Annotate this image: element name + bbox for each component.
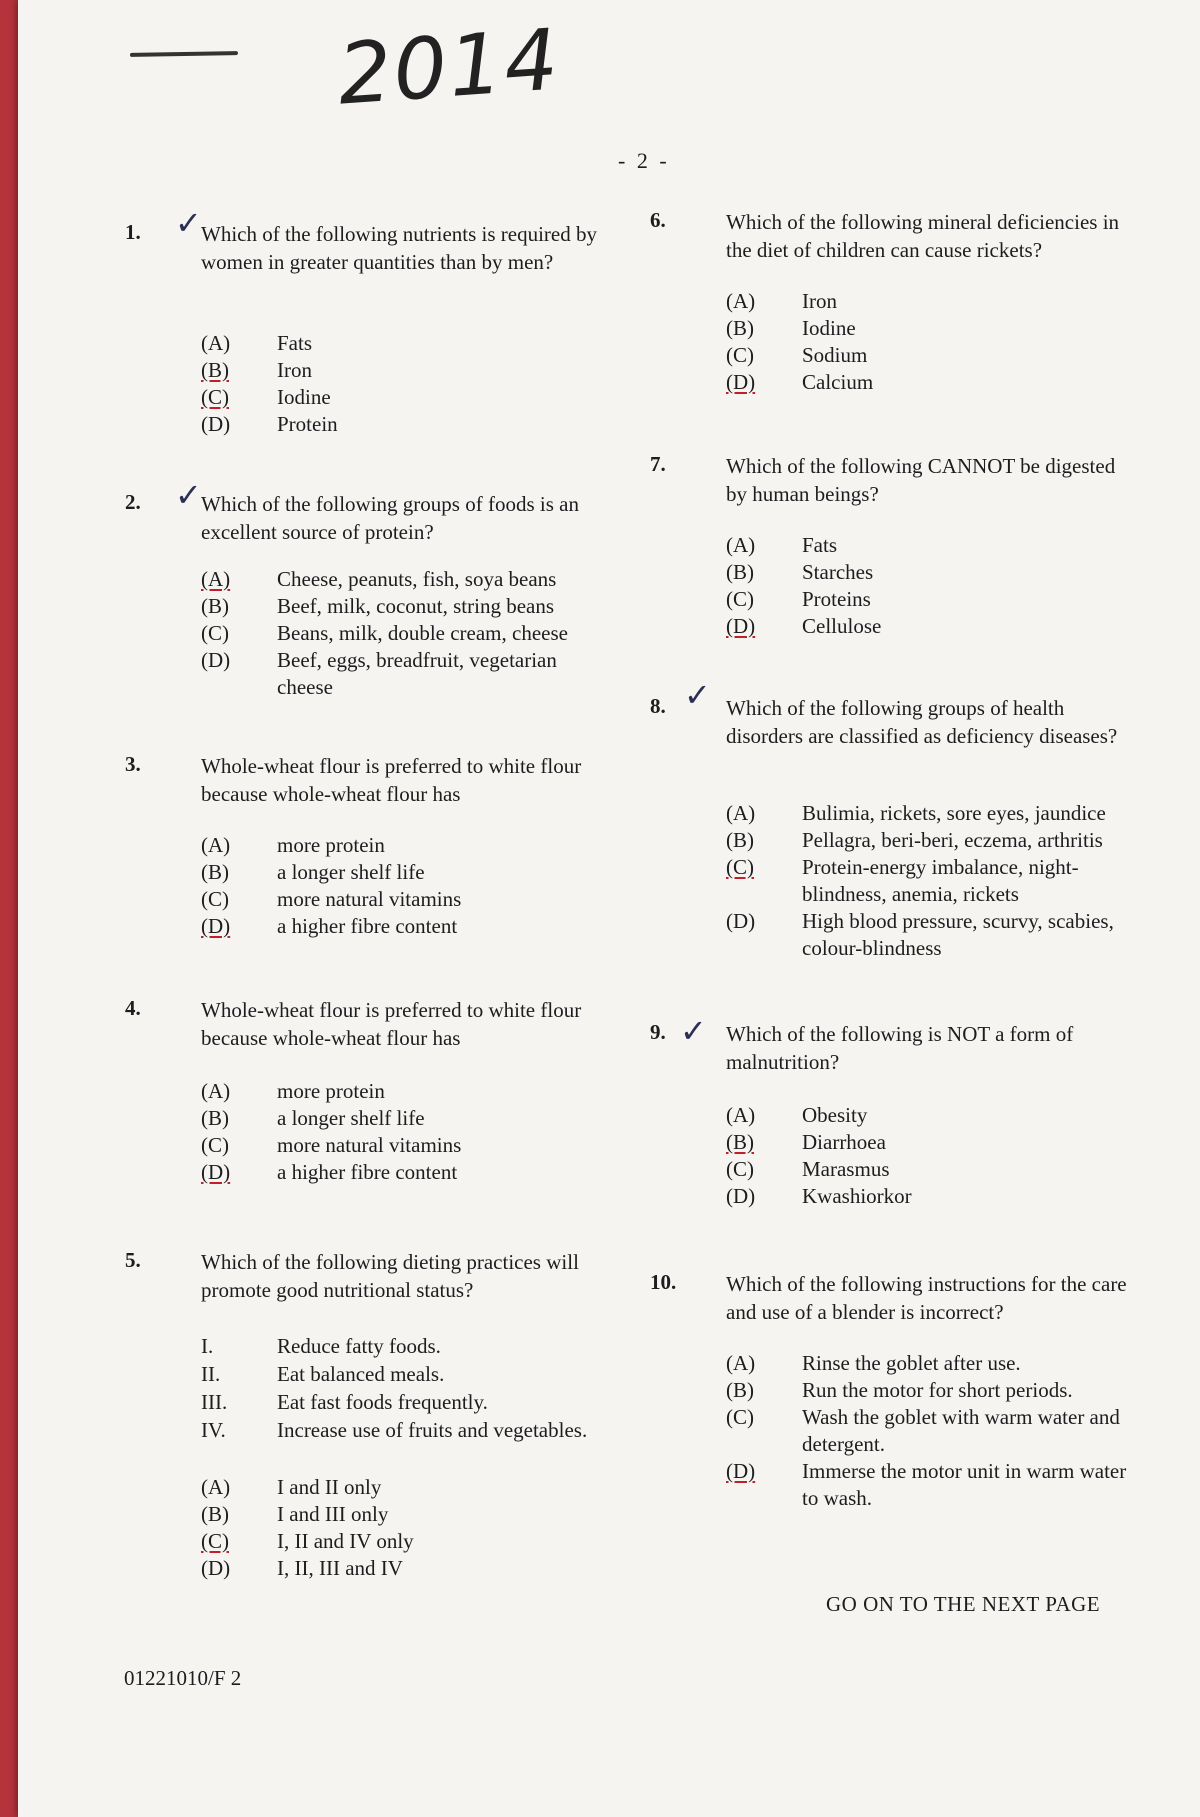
option-b: (B) Beef, milk, coconut, string beans: [201, 594, 555, 618]
statement-iv: IV. Increase use of fruits and vegetables.: [201, 1418, 588, 1442]
option-d: (D) a higher fibre content: [201, 1160, 458, 1184]
option-b: (B) Starches: [726, 560, 874, 584]
option-c: (C) Sodium: [726, 343, 868, 367]
question-number: 3.: [125, 752, 141, 776]
option-c: (C) Protein-energy imbalance, night-blindness, anemia, rickets: [726, 855, 1079, 906]
option-list: [726, 1350, 1136, 1512]
option-b: (B) Iodine: [726, 316, 856, 340]
question-number: 4.: [125, 996, 141, 1020]
option-c: (C) Iodine: [201, 385, 331, 409]
option-c: (C) Marasmus: [726, 1157, 890, 1181]
question-text: Which of the following mineral deficiencies in the diet of children can cause rickets?: [726, 210, 1120, 262]
option-d: (D) Cellulose: [726, 614, 882, 638]
option-a: (A) Fats: [201, 331, 313, 355]
option-a: (A) Cheese, peanuts, fish, soya beans: [201, 567, 557, 591]
question-number: 8.: [650, 694, 666, 718]
exam-page: [18, 0, 1200, 1817]
option-list: [201, 566, 611, 701]
statement-i: I. Reduce fatty foods.: [201, 1334, 441, 1358]
option-c: (C) Wash the goblet with warm water and detergent.: [726, 1405, 1120, 1456]
option-a: (A) Fats: [726, 533, 838, 557]
option-d: (D) Beef, eggs, breadfruit, vegetarian cheese: [201, 648, 557, 699]
option-list: [726, 288, 1136, 396]
option-d: (D) I, II, III and IV: [201, 1556, 403, 1580]
question-text: Which of the following groups of health disorders are classified as deficiency diseases?: [726, 696, 1118, 748]
option-c: (C) more natural vitamins: [201, 887, 462, 911]
handwritten-year: 2014: [334, 10, 563, 124]
pen-stroke-mark: [130, 51, 238, 57]
page-number: - 2 -: [618, 148, 670, 173]
option-b: (B) a longer shelf life: [201, 1106, 425, 1130]
option-list: [201, 330, 611, 438]
option-d: (D) Immerse the motor unit in warm water to wash.: [726, 1459, 1127, 1510]
question-number: 10.: [650, 1270, 677, 1294]
option-a: (A) more protein: [201, 833, 385, 857]
question-text: Which of the following CANNOT be digested by human beings?: [726, 454, 1116, 506]
next-page-notice: GO ON TO THE NEXT PAGE: [826, 1592, 1101, 1616]
paper-code: 01221010/F 2: [124, 1666, 242, 1690]
checkmark-icon: ✓: [680, 1012, 707, 1050]
option-b: (B) Run the motor for short periods.: [726, 1378, 1073, 1402]
option-c: (C) Proteins: [726, 587, 871, 611]
question-number: 1.: [125, 220, 141, 244]
question-number: 5.: [125, 1248, 141, 1272]
option-list: [726, 1102, 1136, 1210]
question-text: Which of the following groups of foods is an excellent source of protein?: [201, 492, 579, 544]
option-d: (D) Protein: [201, 412, 338, 436]
question-number: 7.: [650, 452, 666, 476]
option-list: [201, 1078, 611, 1186]
option-d: (D) Kwashiorkor: [726, 1184, 912, 1208]
option-a: (A) Rinse the goblet after use.: [726, 1351, 1021, 1375]
option-b: (B) Iron: [201, 358, 312, 382]
option-list: [726, 532, 1136, 640]
question-number: 2.: [125, 490, 141, 514]
question-text: Whole-wheat flour is preferred to white flour because whole-wheat flour has: [201, 998, 582, 1050]
option-list: [726, 800, 1136, 962]
option-c: (C) Beans, milk, double cream, cheese: [201, 621, 568, 645]
option-b: (B) Pellagra, beri-beri, eczema, arthritis: [726, 828, 1103, 852]
statement-iii: III. Eat fast foods frequently.: [201, 1390, 488, 1414]
question-text: Which of the following instructions for the care and use of a blender is incorrect?: [726, 1272, 1127, 1324]
option-a: (A) more protein: [201, 1079, 385, 1103]
question-text: Which of the following dieting practices will promote good nutritional status?: [201, 1250, 579, 1302]
question-number: 9.: [650, 1020, 666, 1044]
checkmark-icon: ✓: [175, 476, 202, 514]
option-b: (B) a longer shelf life: [201, 860, 425, 884]
option-b: (B) I and III only: [201, 1502, 389, 1526]
question-number: 6.: [650, 208, 666, 232]
option-c: (C) I, II and IV only: [201, 1529, 414, 1553]
option-a: (A) Obesity: [726, 1103, 868, 1127]
option-list: [201, 832, 611, 940]
option-d: (D) High blood pressure, scurvy, scabies, colour-blindness: [726, 909, 1114, 960]
checkmark-icon: ✓: [175, 204, 202, 242]
statement-ii: II. Eat balanced meals.: [201, 1362, 445, 1386]
option-b: (B) Diarrhoea: [726, 1130, 886, 1154]
option-a: (A) Bulimia, rickets, sore eyes, jaundice: [726, 801, 1106, 825]
option-d: (D) Calcium: [726, 370, 874, 394]
question-text: Whole-wheat flour is preferred to white flour because whole-wheat flour has: [201, 754, 582, 806]
statement-list: [201, 1332, 621, 1444]
option-d: (D) a higher fibre content: [201, 914, 458, 938]
question-text: Which of the following is NOT a form of malnutrition?: [726, 1022, 1074, 1074]
option-a: (A) I and II only: [201, 1475, 382, 1499]
option-a: (A) Iron: [726, 289, 837, 313]
option-list: [201, 1474, 611, 1582]
checkmark-icon: ✓: [684, 676, 711, 714]
question-text: Which of the following nutrients is required by women in greater quantities than by men?: [201, 222, 597, 274]
option-c: (C) more natural vitamins: [201, 1133, 462, 1157]
